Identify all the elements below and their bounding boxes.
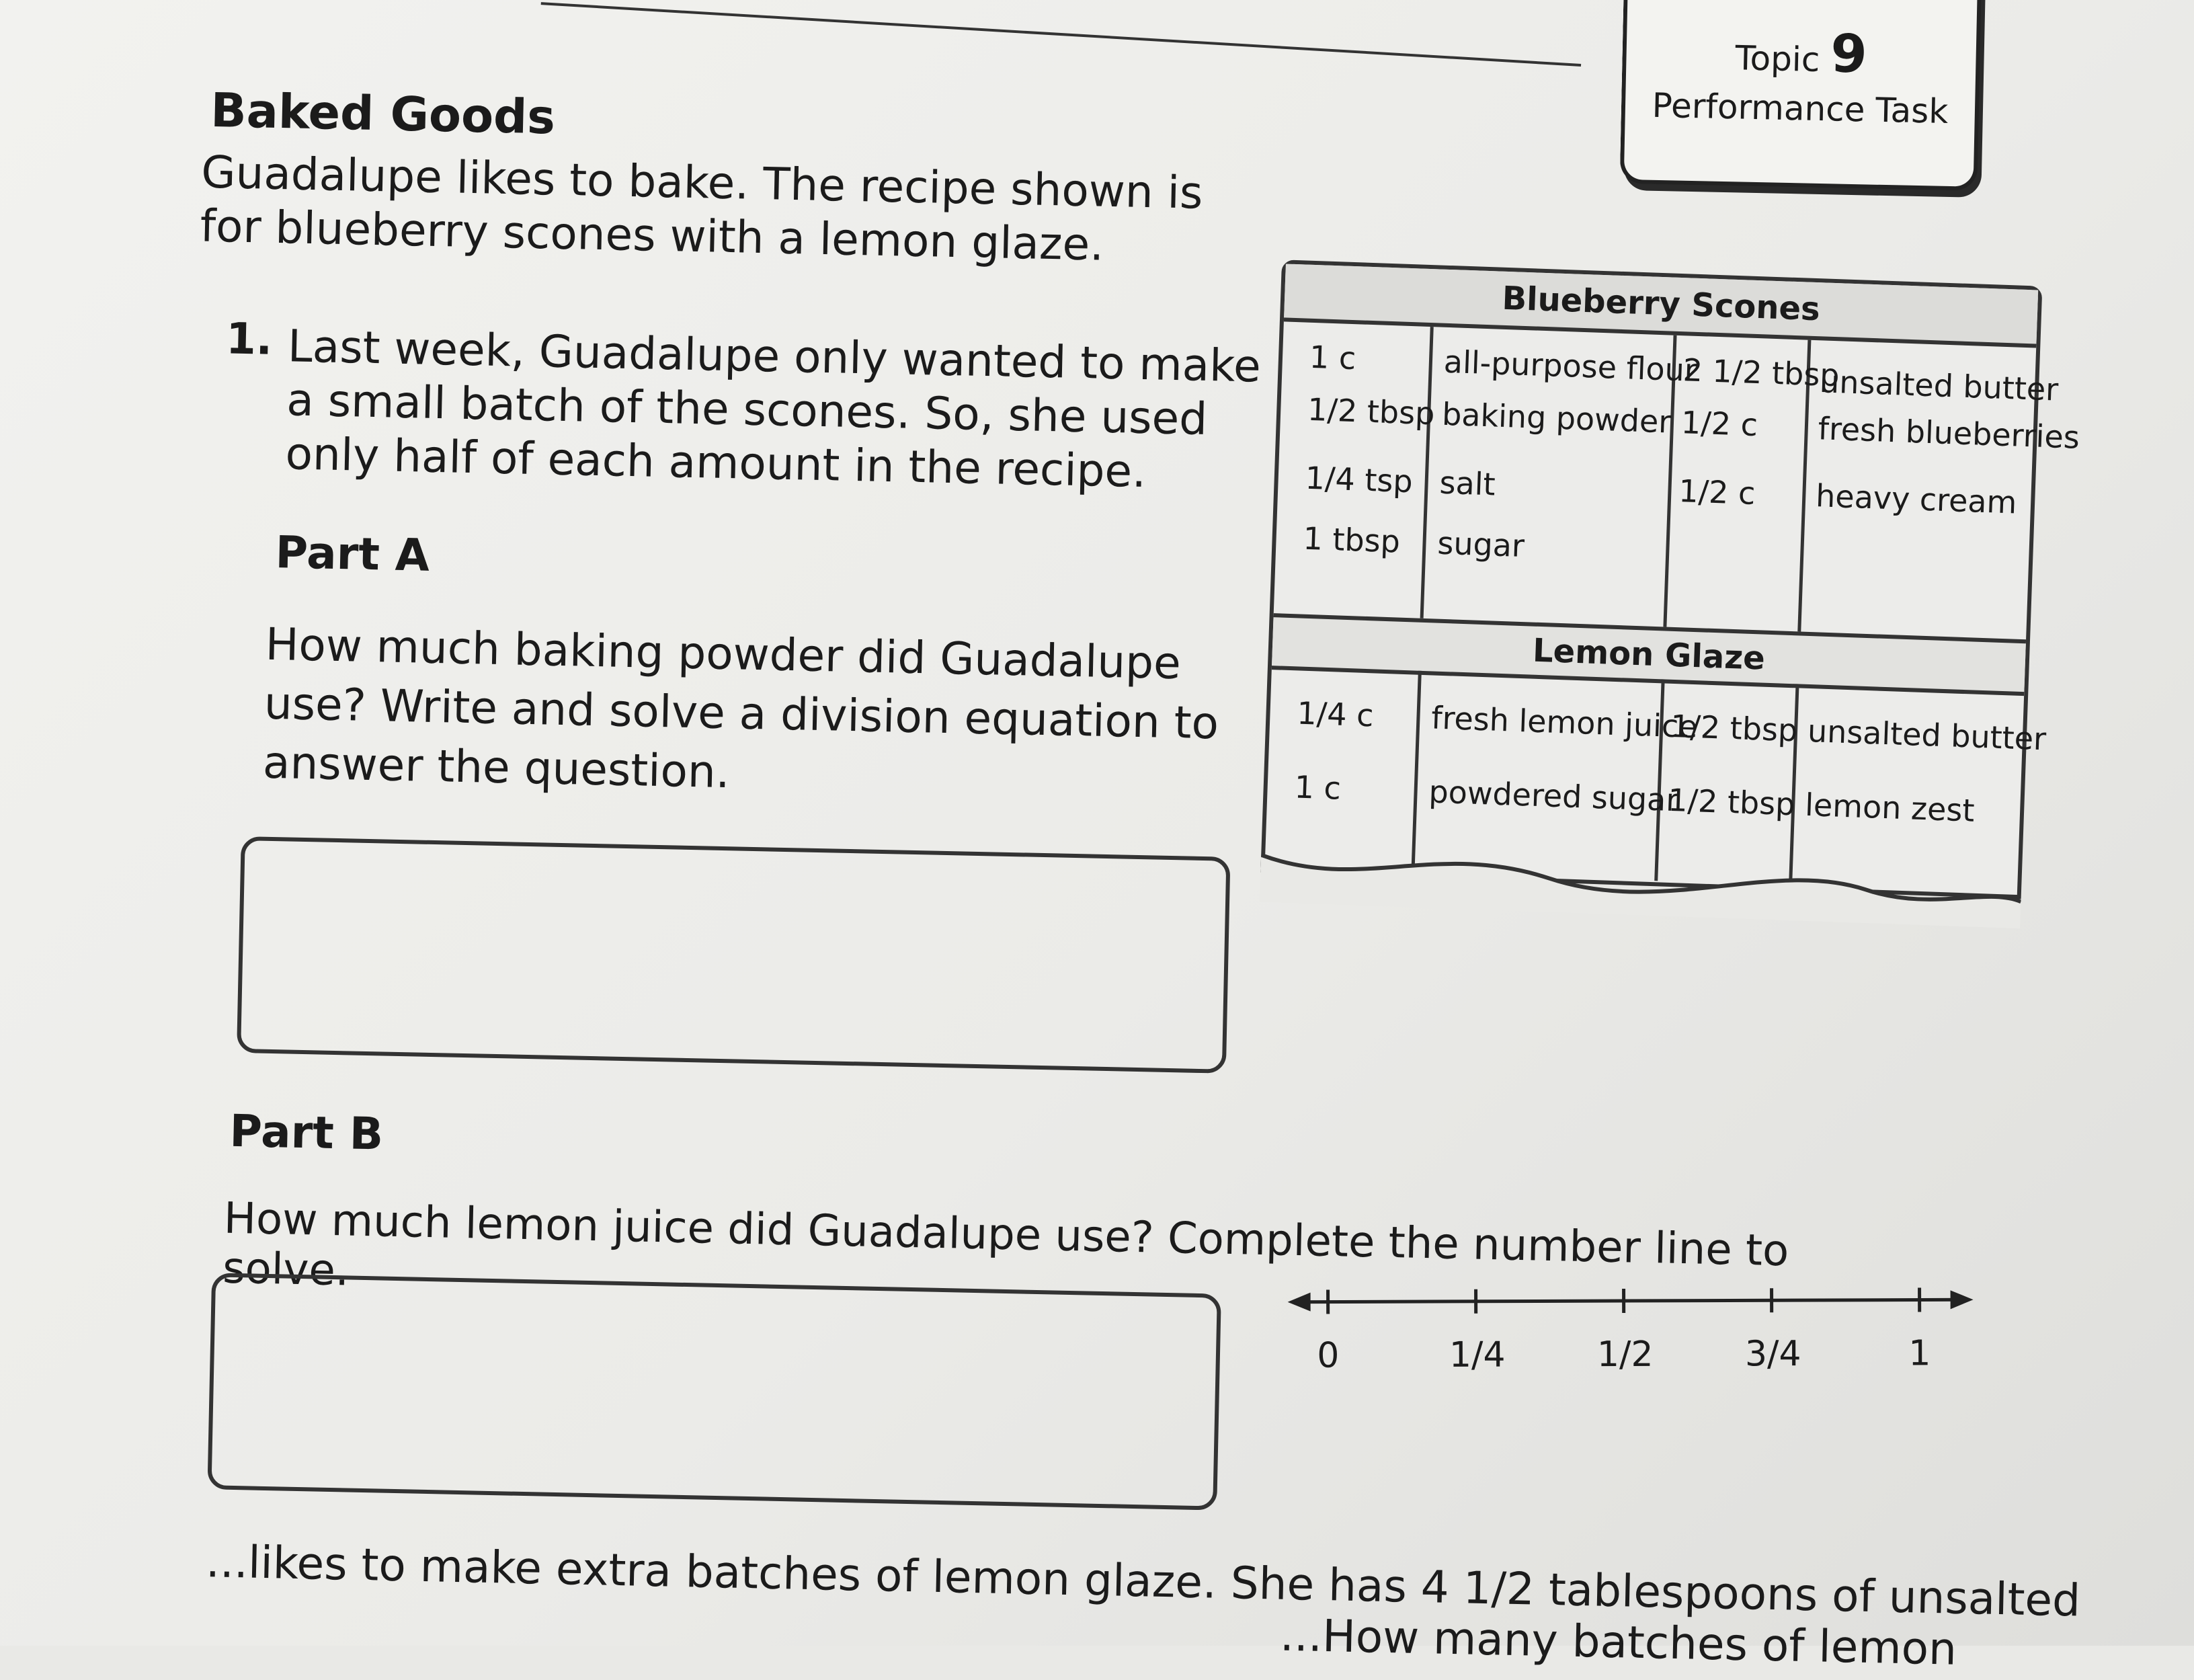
scone-item: heavy cream [1815, 477, 2017, 520]
tick-label-2: 1/2 [1597, 1334, 1651, 1375]
topic-subtitle: Performance Task [1625, 85, 1975, 132]
topic-number: 9 [1830, 24, 1867, 85]
next-question-line1: ...likes to make extra batches of lemon glaze. She has 4 1/2 tablespoons of unsalted [205, 1536, 1953, 1624]
column-divider [1411, 671, 1421, 873]
tick-label-1: 1/4 [1449, 1335, 1503, 1375]
glaze-amount: 1/2 tbsp [1670, 708, 1798, 749]
glaze-item: fresh lemon juice [1431, 699, 1699, 745]
scone-amount: 1/2 c [1678, 473, 1756, 512]
scone-item: unsalted butter [1819, 363, 2059, 407]
scone-item: salt [1439, 465, 1496, 503]
arrow-right-icon [1951, 1290, 1974, 1309]
scones-title: Blueberry Scones [1284, 264, 2038, 348]
scone-amount: 1 c [1309, 339, 1356, 376]
scone-amount: 2 1/2 tbsp [1682, 352, 1840, 393]
glaze-item: unsalted butter [1807, 713, 2047, 757]
scone-item: all-purpose flour [1443, 344, 1698, 389]
glaze-item: powdered sugar [1428, 773, 1680, 818]
glaze-amount: 1/2 tbsp [1667, 782, 1795, 823]
number-line [1287, 1273, 1974, 1437]
recipe-table [1260, 259, 2042, 899]
number-line-axis [1287, 1273, 1973, 1329]
header-rule [541, 2, 1582, 67]
column-divider [1420, 327, 1434, 618]
question-number: 1. [226, 314, 273, 364]
next-question-text [204, 1536, 1954, 1675]
glaze-item: lemon zest [1804, 787, 1975, 829]
scone-amount: 1/2 c [1680, 404, 1758, 443]
scone-amount: 1/2 tbsp [1307, 391, 1435, 432]
topic-tab [1620, 0, 1982, 191]
scone-item: baking powder [1441, 396, 1672, 440]
glaze-title: Lemon Glaze [1272, 613, 2026, 696]
scone-item: fresh blueberries [1818, 410, 2080, 456]
topic-heading [1626, 19, 1977, 87]
arrow-left-icon [1288, 1293, 1311, 1312]
scone-amount: 1 tbsp [1303, 520, 1401, 560]
torn-edge [1260, 842, 2022, 928]
tick-label-0: 0 [1301, 1335, 1355, 1375]
part-a-label: Part A [275, 526, 430, 582]
next-question-line2: ...How many batches of lemon [204, 1587, 1953, 1675]
glaze-amount: 1 c [1294, 768, 1342, 806]
part-b-text: How much lemon juice did Guadalupe use? Complete the number line to solve. [222, 1194, 1838, 1327]
page-title: Baked Goods [210, 83, 556, 145]
glaze-amount: 1/4 c [1297, 694, 1375, 733]
tick-label-3: 3/4 [1745, 1334, 1799, 1374]
part-a-text: How much baking powder did Guadalupe use? Write and solve a division equation to answer the question. [262, 615, 1227, 813]
question-text: Last week, Guadalupe only wanted to make a small batch of the scones. So, she used only half of each amount in the recipe. [285, 319, 1270, 502]
topic-label: Topic [1735, 38, 1820, 79]
intro-text: Guadalupe likes to bake. The recipe shown is for blueberry scones with a lemon glaze. [200, 146, 1223, 275]
scone-amount: 1/4 tsp [1305, 460, 1414, 500]
part-a-answer-box[interactable] [237, 836, 1230, 1074]
tick-label-4: 1 [1893, 1333, 1947, 1373]
part-b-answer-box[interactable] [207, 1273, 1221, 1510]
part-b-label: Part B [229, 1105, 384, 1160]
scone-item: sugar [1437, 525, 1525, 564]
